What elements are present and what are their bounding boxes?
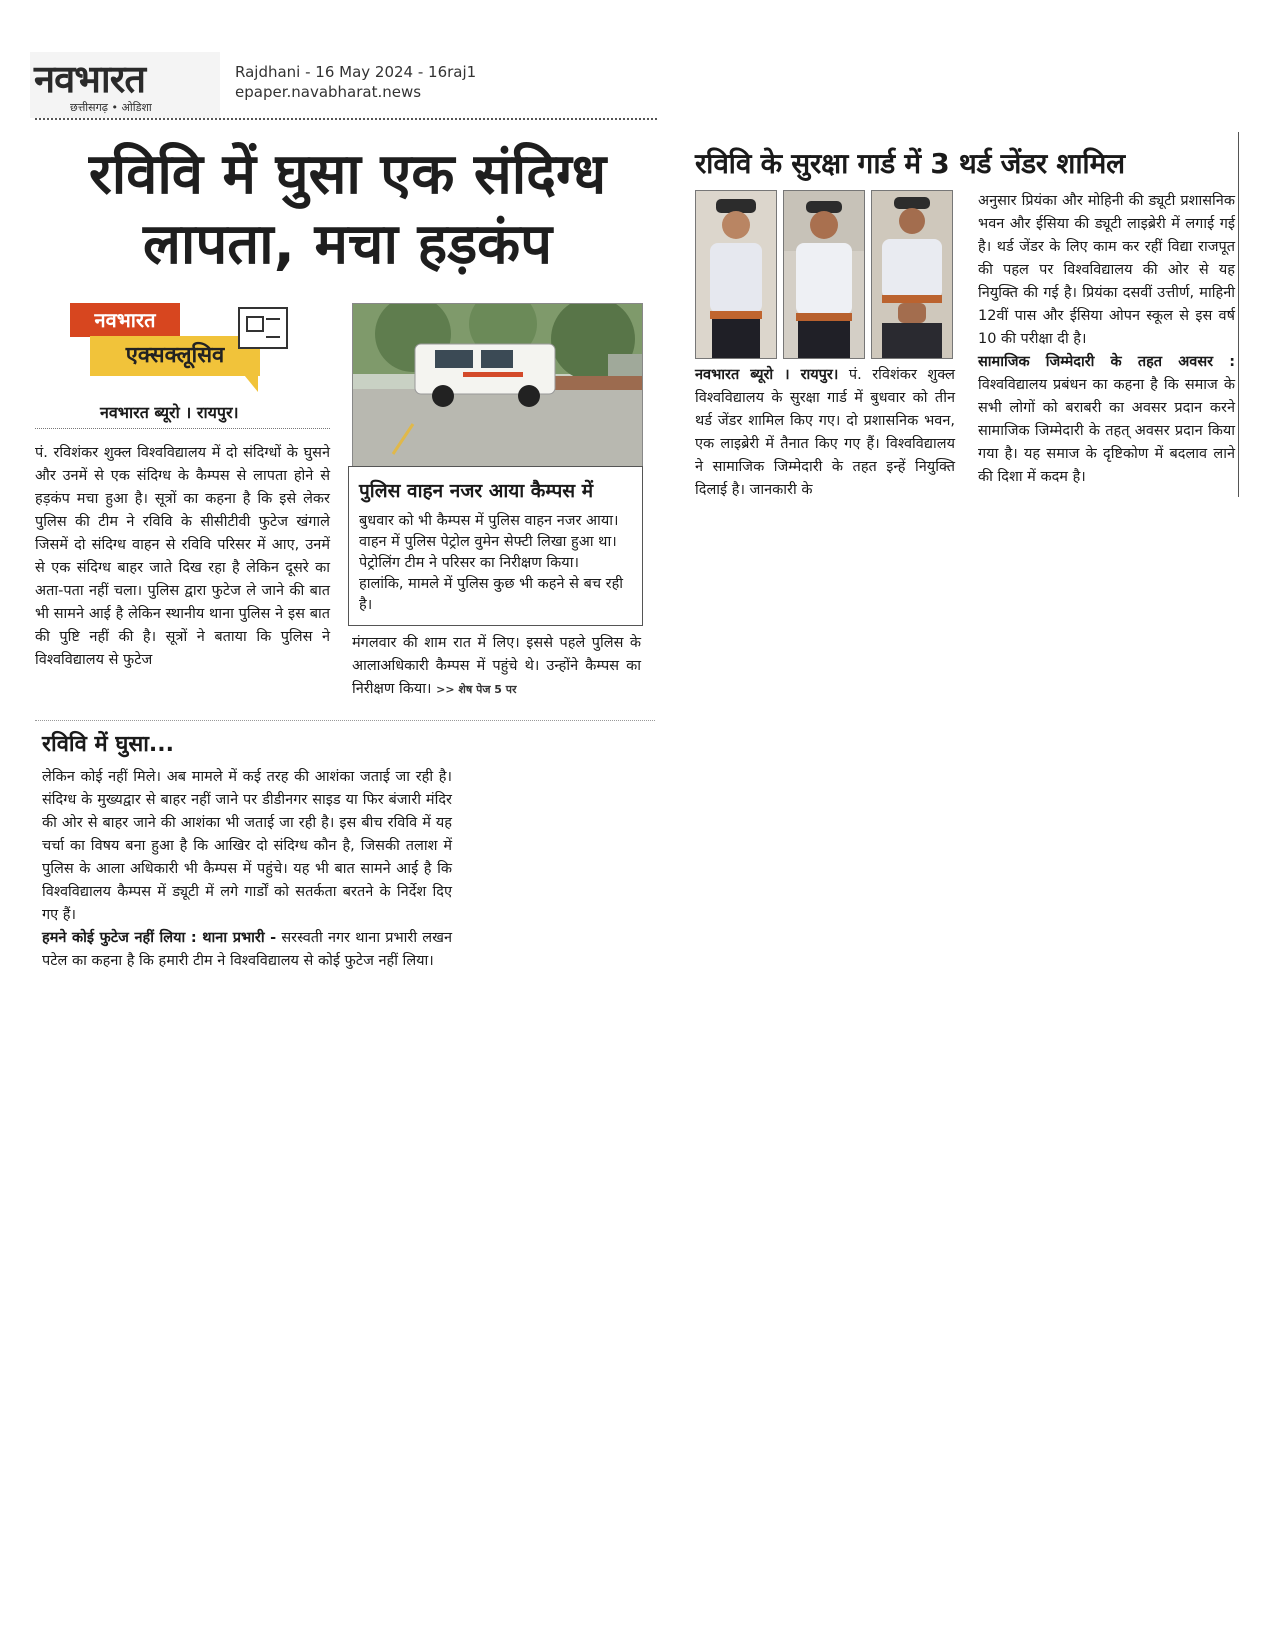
guard-photo-1-graphic (696, 191, 776, 358)
continuation-subhead-body: सरस्वती नगर थाना प्रभारी लखन पटेल का कहना है कि हमारी टीम ने विश्वविद्यालय से कोई फुटेज नहीं लिया। (42, 930, 452, 969)
exclusive-badge-bottom: एक्सक्लूसिव (90, 336, 260, 376)
sidebar-box (348, 466, 643, 626)
sidebar-title: पुलिस वाहन नजर आया कैम्पस में (359, 480, 594, 502)
guard-photo-2 (783, 190, 865, 359)
story2-byline: नवभारत ब्यूरो । रायपुर। (695, 367, 839, 383)
police-vehicle-photo (352, 303, 643, 468)
main-headline-line1: रविवि में घुसा एक संदिग्ध (88, 142, 607, 207)
column-rule (1238, 132, 1239, 497)
masthead-divider (35, 118, 657, 120)
exclusive-badge-tail (240, 370, 258, 392)
story2-subhead: सामाजिक जिम्मेदारी के तहत अवसर : (978, 354, 1235, 370)
guard-photo-3 (871, 190, 953, 359)
story2-headline: रविवि के सुरक्षा गार्ड में 3 थर्ड जेंडर शामिल (695, 147, 1125, 180)
edition-info: Rajdhani - 16 May 2024 - 16raj1 (235, 63, 477, 81)
story2-subhead-body: विश्वविद्यालय प्रबंधन का कहना है कि समाज के सभी लोगों को बराबरी का अवसर प्रदान करने सामाजिक जिम्मेदारी के तहत् अवसर प्रदान किया गया है। यह समाज के दृष्टिकोण में बदलाव लाने की दिशा में कदम है। (978, 377, 1235, 485)
guard-photo-3-graphic (872, 191, 952, 358)
logo-title: नवभारत (34, 57, 145, 101)
continuation-headline: रविवि में घुसा... (42, 732, 174, 757)
continued-note: >> शेष पेज 5 पर (436, 683, 517, 696)
newspaper-icon (238, 307, 288, 349)
main-headline-line2: लापता, मचा हड़कंप (142, 212, 553, 277)
story2-column2-text: अनुसार प्रियंका और मोहिनी की ड्यूटी प्रशासनिक भवन और ईसिया की ड्यूटी लाइब्रेरी में लगाई गई है। थर्ड जेंडर के लिए काम कर रहीं विद्या राजपूत की पहल पर विश्वविद्यालय की ओर से यह नियुक्ति की गई है। प्रियंका दसवीं उत्तीर्ण, माहिनी 12वीं पास और ईसिया ओपन स्कूल से इस वर्ष 10 की परीक्षा दी है। (978, 193, 1235, 347)
newspaper-logo (30, 52, 220, 118)
section-divider (35, 720, 655, 721)
story2-column1-text: पं. रविशंकर शुक्ल विश्वविद्यालय के सुरक्षा गार्ड में बुधवार को तीन थर्ड जेंडर शामिल किए गए। दो प्रशासनिक भवन, एक लाइब्रेरी में तैनात किए गए हैं। विश्वविद्यालय ने सामाजिक जिम्मेदारी के तहत इन्हें नियुक्ति दिलाई है। जानकारी के (695, 367, 955, 498)
police-vehicle-photo-graphic (353, 304, 642, 467)
story2-column2 (978, 190, 1235, 489)
continuation-subhead: हमने कोई फुटेज नहीं लिया : थाना प्रभारी - (42, 930, 277, 946)
site-url: epaper.navabharat.news (235, 83, 422, 101)
byline-divider (35, 428, 330, 429)
guard-photo-1 (695, 190, 777, 359)
logo-subtitle: छत्तीसगढ़ • ओडिशा (70, 101, 152, 114)
story1-column2 (352, 632, 641, 701)
continuation-body (42, 766, 452, 973)
main-headline (40, 140, 655, 280)
exclusive-badge-top: नवभारत (70, 303, 180, 337)
guard-photo-2-graphic (784, 191, 864, 358)
story1-body: पं. रविशंकर शुक्ल विश्वविद्यालय में दो संदिग्धों के घुसने और उनमें से एक संदिग्ध के कैम्पस से लापता होने से हड़कंप मचा हुआ है। सूत्रों का कहना है कि इसे लेकर पुलिस की टीम ने रविवि के सीसीटीवी फुटेज खंगाले जिसमें दो संदिग्ध वाहन से रविवि परिसर में आए, उनमें से एक संदिग्ध बाहर जाते दिख रहा है लेकिन दूसरे का अता-पता नहीं चला। पुलिस द्वारा फुटेज ले जाने की बात भी सामने आई है लेकिन स्थानीय थाना पुलिस ने इस बात की पुष्टि नहीं की है। सूत्रों ने बताया कि पुलिस ने विश्वविद्यालय से फुटेज (35, 445, 330, 668)
story1-column2-text: मंगलवार की शाम रात में लिए। इससे पहले पुलिस के आलाअधिकारी कैम्पस में पहुंचे थे। उन्होंने कैम्पस का निरीक्षण किया। (352, 635, 641, 697)
sidebar-body: बुधवार को भी कैम्पस में पुलिस वाहन नजर आया। वाहन में पुलिस पेट्रोल वुमेन सेफ्टी लिखा हुआ था। पेट्रोलिंग टीम ने परिसर का निरीक्षण किया। हालांकि, मामले में पुलिस कुछ भी कहने से बच रही है। (359, 513, 624, 613)
story1-byline: नवभारत ब्यूरो । रायपुर। (100, 403, 239, 422)
story2-column1 (695, 364, 955, 502)
continuation-text: लेकिन कोई नहीं मिले। अब मामले में कई तरह की आशंका जताई जा रही है। संदिग्ध के मुख्यद्वार से बाहर नहीं जाने पर डीडीनगर साइड या फिर बंजारी मंदिर की ओर से बाहर जाने की आशंका भी जताई जा रही है। इस बीच रविवि में यह चर्चा का विषय बना हुआ है कि आखिर दो संदिग्ध कौन है, जिसकी तलाश में पुलिस के आला अधिकारी भी कैम्पस में पहुंचे। यह भी बात सामने आई है कि विश्वविद्यालय कैम्पस में ड्यूटी में लगे गार्डों को सतर्कता बरतने के निर्देश दिए गए हैं। (42, 769, 452, 923)
